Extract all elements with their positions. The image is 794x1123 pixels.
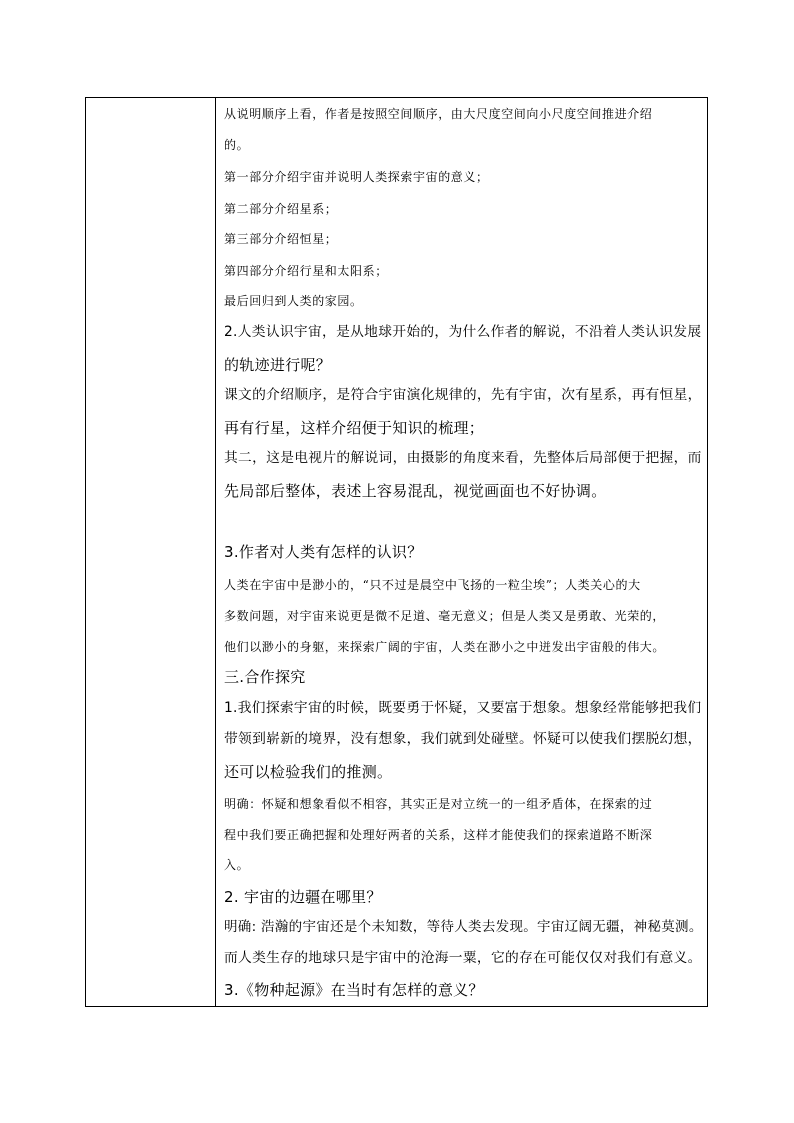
question-line: 还可以检验我们的推测。	[224, 763, 393, 781]
text-line: 明确: 浩瀚的宇宙还是个未知数，等待人类去发现。宇宙辽阔无疆，神秘莫测。	[224, 919, 703, 935]
question-line: 的轨迹进行呢？	[224, 356, 332, 374]
content-table	[85, 97, 708, 1007]
text-line: 的。	[224, 138, 250, 152]
text-line: 程中我们要正确把握和处理好两者的关系，这样才能使我们的探索道路不断深	[224, 828, 653, 842]
text-line: 其二，这是电视片的解说词，由摄影的角度来看，先整体后局部便于把握，而	[224, 450, 702, 466]
left-column-cell	[86, 98, 216, 1006]
text-line: 从说明顺序上看，作者是按照空间顺序，由大尺度空间向小尺度空间推进介绍	[224, 107, 653, 121]
text-line: 最后回归到人类的家园。	[224, 294, 363, 308]
text-line: 第二部分介绍星系；	[224, 202, 338, 216]
question-line: 1.我们探索宇宙的时候，既要勇于怀疑，又要富于想象。想象经常能够把我们	[224, 700, 702, 716]
question-line: 2. 宇宙的边疆在哪里？	[224, 888, 382, 906]
question-line: 带领到崭新的境界，没有想象，我们就到处碰壁。怀疑可以使我们摆脱幻想，	[224, 731, 702, 747]
text-line: 人类在宇宙中是渺小的，“只不过是晨空中飞扬的一粒尘埃”；人类关心的大	[224, 578, 641, 592]
text-line: 而人类生存的地球只是宇宙中的沧海一粟，它的存在可能仅仅对我们有意义。	[224, 950, 702, 966]
text-line: 第四部分介绍行星和太阳系；	[224, 264, 388, 278]
text-line: 多数问题，对宇宙来说更是微不足道、毫无意义；但是人类又是勇敢、光荣的，	[224, 609, 666, 623]
text-line: 他们以渺小的身躯，来探索广阔的宇宙，人类在渺小之中迸发出宇宙般的伟大。	[224, 640, 666, 654]
question-line: 3.作者对人类有怎样的认识？	[224, 543, 423, 561]
text-line: 第三部分介绍恒星；	[224, 232, 338, 246]
question-line: 2.人类认识宇宙，是从地球开始的，为什么作者的解说，不沿着人类认识发展	[224, 324, 702, 340]
text-line: 第一部分介绍宇宙并说明人类探索宇宙的意义；	[224, 170, 489, 184]
right-column-cell	[216, 98, 707, 1006]
text-line: 先局部后整体，表述上容易混乱，视觉画面也不好协调。	[224, 482, 607, 500]
question-line: 3.《物种起源》在当时有怎样的意义？	[224, 981, 484, 999]
section-heading: 三.合作探究	[224, 668, 306, 686]
text-line: 课文的介绍顺序，是符合宇宙演化规律的，先有宇宙，次有星系，再有恒星，	[224, 387, 702, 403]
text-line: 再有行星，这样介绍便于知识的梳理；	[224, 419, 485, 437]
text-line: 入。	[224, 858, 250, 872]
text-line: 明确：怀疑和想象看似不相容，其实正是对立统一的一组矛盾体，在探索的过	[224, 797, 653, 811]
